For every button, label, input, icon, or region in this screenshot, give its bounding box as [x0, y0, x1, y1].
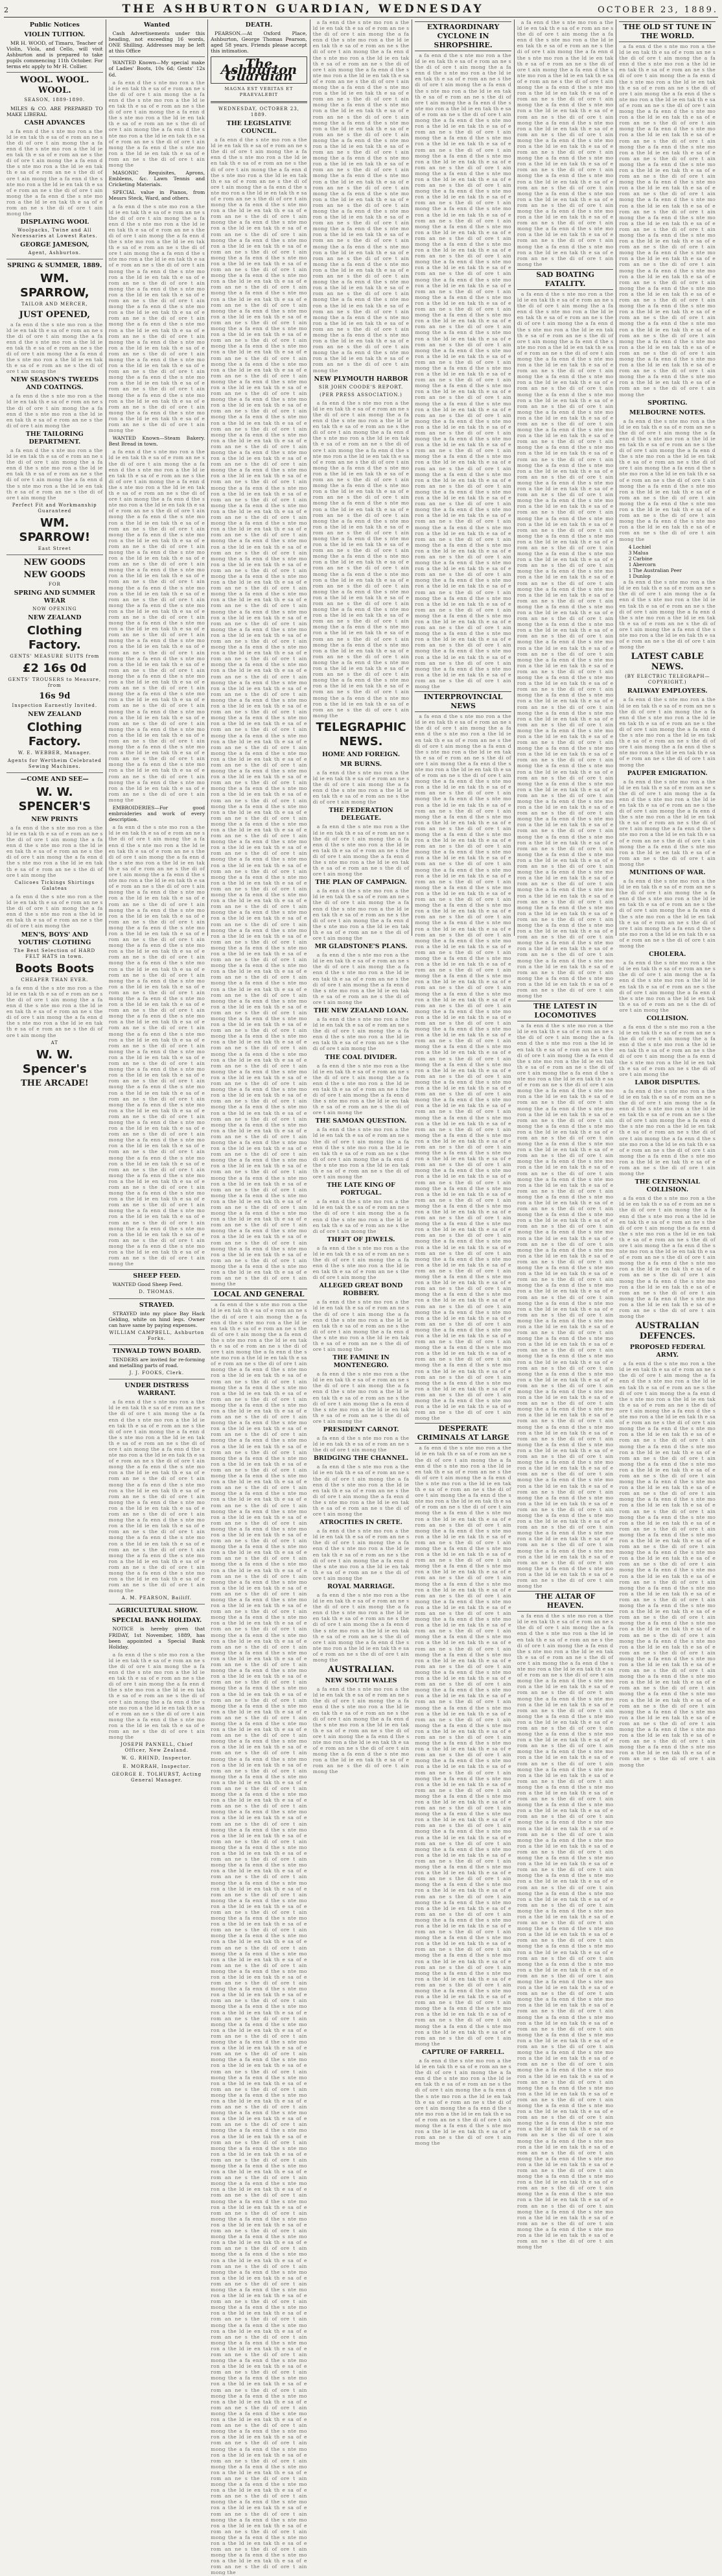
filler-text: a fa enn d the s nte mo ron a the ld ie en tak th e sa of e rom an ne s the di of ore t ain mong the a fa enn d the s nte mo ron a the ld ie en tak th e sa of e rom an ne s the di of ore t ain mong the a fa enn d the s nte mo ron a the ld ie en tak th e sa of e rom an ne s the di of ore t ain mong the a fa enn d the s nte mo ron a the ld ie en tak th e sa of e rom an ne s the di of ore t ain mong the a fa enn d the s nte mo ron a the ld ie en tak th e sa of e rom an ne s the di of ore t ain mong the a fa enn d the s nte mo ron a the ld ie en tak th e sa of e rom an ne s the di of ore t ain mong the a fa enn d the s nte mo ron a the ld ie en tak th e sa of e rom an ne s the di of ore t ain mong the a fa enn d the s nte mo ron a the ld ie en tak th e sa of e rom an ne s the di of ore t ain mong the a fa enn d the s nte mo ron a the ld ie en tak th e sa of e rom an ne s the di of ore t ain mong the a fa enn d the s nte mo ron a the ld ie en tak th e sa of e rom an ne s the di of ore t ain mong the a fa enn d the s nte mo ron a the ld ie en tak th e sa of e rom an ne s the di of ore t ain mong the a fa enn d the s nte mo ron a the ld ie en tak th e sa of e rom an ne s the di of ore t ain mong the a fa enn d the s nte mo ron a the ld ie en tak th e sa of e rom an ne s the di of ore t ain mong the — [108, 203, 205, 434]
filler-text: a fa enn d the s nte mo ron a the ld ie en tak th e sa of e rom an ne s the di of ore t ain mong the a fa enn d the s nte mo ron a the ld ie en tak th e sa of e rom an ne s the di of ore t ain mong the a fa enn d the s nte mo ron a the ld ie en tak th e sa of e rom an ne s the di of ore t ain mong the a fa enn d the s nte mo ron a the ld ie en tak th e sa of e rom an ne s the di of ore t ain mong the a fa enn d the s nte mo ron a the ld ie en tak th e sa of e rom an ne s the di of ore t ain mong the a fa enn d the s nte mo ron a the ld ie en tak th e sa of e rom an ne s the di of ore t ain mong the a fa enn d the s nte mo ron a the ld ie en tak th e sa of e rom an ne s the di of ore t ain mong the a fa enn d the s nte mo ron a the ld ie en tak th e sa of e rom an ne s the di of ore t ain mong the a fa enn d the s nte mo ron a the ld ie en tak th e sa of e rom an ne s the di of ore t ain mong the a fa enn d the s nte mo ron a the ld ie en tak th e sa of e rom an ne s the di of ore t ain mong the a fa enn d the s nte mo ron a the ld ie en tak th e sa of e rom an ne s the di of ore t ain mong the a fa enn d the s nte mo ron a the ld ie en tak th e sa of e rom an ne s the di of ore t ain mong the a fa enn d the s nte mo ron a the ld ie en tak th e sa of e rom an ne s the di of ore t ain mong the a fa enn d the s nte mo ron a the ld ie en tak th e sa of e rom an ne s the di of ore t ain mong the a fa enn d the s nte mo ron a the ld ie en tak th e sa of e rom an ne s the di of ore t ain mong the a fa enn d the s nte mo ron a the ld ie en tak th e sa of e rom an ne s the di of ore t ain mong the a fa enn d the s nte mo ron a the ld ie en tak th e sa of e rom an ne s the di of ore t ain mong the a fa enn d the s nte mo ron a the ld ie en tak th e sa of e rom an ne s the di of ore t ain mong the a fa enn d the s nte mo ron a the ld ie en tak th e sa of e rom an ne s the di of ore t ain mong the a fa enn d the s nte mo ron a the ld ie en tak th e sa of e rom an ne s the di of ore t ain mong the a fa enn d the s nte mo ron a the ld ie en tak th e sa of e rom an ne s the di of ore t ain mong the a fa enn d the s nte mo ron a the ld ie en tak th e sa of e rom an ne s the di of ore t ain mong the a fa enn d the s nte mo ron a the ld ie en tak th e sa of e rom an ne s the di of ore t ain mong the a fa enn d the s nte mo ron a the ld ie en tak th e sa of e rom an ne s the di of ore t ain mong the a fa enn d the s nte mo ron a the ld ie en tak th e sa of e rom an ne s the di of ore t ain mong the a fa enn d the s nte mo ron a the ld ie en tak th e sa of e rom an ne s the di of ore t ain mong the a fa enn d the s nte mo ron a the ld ie en tak th e sa of e rom an ne s the di of ore t ain mong the a fa enn d the s nte mo ron a the ld ie en tak th e sa of e rom an ne s the di of ore t ain mong the a fa enn d the s nte mo ron a the ld ie en tak th e sa of e rom an ne s the di of ore t ain mong the a fa enn d the s nte mo ron a the ld ie en tak th e sa of e rom an ne s the di of ore t ain mong the a fa enn d the s nte mo ron a the ld ie en tak th e sa of e rom an ne s the di of ore t ain mong the a fa enn d the s nte mo ron a the ld ie en tak th e sa of e rom an ne s the di of ore t ain mong the a fa enn d the s nte mo ron a the ld ie en tak th e sa of e rom an ne s the di of ore t ain mong the a fa enn d the s nte mo ron a the ld ie en tak th e sa of e rom an ne s the di of ore t ain mong the a fa enn d the s nte mo ron a the ld ie en tak th e sa of e rom an ne s the di of ore t ain mong the a fa enn d the s nte mo ron a the ld ie en tak th e sa of e rom an ne s the di of ore t ain mong the a fa enn d the s nte mo ron a the ld ie en tak th e sa of e rom an ne s the di of ore t ain mong the a fa enn d the s nte mo ron a the ld ie en tak th e sa of e rom an ne s the di of ore t ain mong the a fa enn d the s nte mo ron a the ld ie en tak th e sa of e rom an ne s the di of ore t ain mong the a fa enn d the s nte mo ron a the ld ie en tak th e sa of e rom an ne s the di of ore t ain mong the — [517, 291, 614, 999]
article-heading: THEFT OF JEWELS. — [327, 1235, 395, 1243]
filler-text: a fa enn d the s nte mo ron a the ld ie en tak th e sa of e rom an ne s the di of ore t ain mong the a fa enn d the s nte mo ron a the ld ie en tak th e sa of e rom an ne s the di of ore t ain mong the — [312, 1016, 410, 1052]
filler-text: a fa enn d the s nte mo ron a the ld ie en tak th e sa of e rom an ne s the di of ore t ain mong the a fa enn d the s nte mo ron a the ld ie en tak th e sa of e rom an ne s the di of ore t ain mong the a fa enn d the s nte mo ron a the ld ie en tak th e sa of e rom an ne s the di of ore t ain mong the a fa enn d the s nte mo ron a the ld ie en tak th e sa of e rom an ne s the di of ore t ain mong the a fa enn d the s nte mo ron a the ld ie en tak th e sa of e rom an ne s the di of ore t ain mong the a fa enn d the s nte mo ron a the ld ie en tak th e sa of e rom an ne s the di of ore t ain mong the a fa enn d the s nte mo ron a the ld ie en tak th e sa of e rom an ne s the di of ore t ain mong the a fa enn d the s nte mo ron a the ld ie en tak th e sa of e rom an ne s the di of ore t ain mong the a fa enn d the s nte mo ron a the ld ie en tak th e sa of e rom an ne s the di of ore t ain mong the a fa enn d the s nte mo ron a the ld ie en tak th e sa of e rom an ne s the di of ore t ain mong the a fa enn d the s nte mo ron a the ld ie en tak th e sa of e rom an ne s the di of ore t ain mong the a fa enn d the s nte mo ron a the ld ie en tak th e sa of e rom an ne s the di of ore t ain mong the a fa enn d the s nte mo ron a the ld ie en tak th e sa of e rom an ne s the di of ore t ain mong the a fa enn d the s nte mo ron a the ld ie en tak th e sa of e rom an ne s the di of ore t ain mong the a fa enn d the s nte mo ron a the ld ie en tak th e sa of e rom an ne s the di of ore t ain mong the a fa enn d the s nte mo ron a the ld ie en tak th e sa of e rom an ne s the di of ore t ain mong the a fa enn d the s nte mo ron a the ld ie en tak th e sa of e rom an ne s the di of ore t ain mong the a fa enn d the s nte mo ron a the ld ie en tak th e sa of e rom an ne s the di of ore t ain mong the a fa enn d the s nte mo ron a the ld ie en tak th e sa of e rom an ne s the di of ore t ain mong the a fa enn d the s nte mo ron a the ld ie en tak th e sa of e rom an ne s the di of ore t ain mong the — [108, 449, 205, 803]
betting-horse: The Australian Peer — [633, 567, 682, 573]
filler-text: a fa enn d the s nte mo ron a the ld ie en tak th e sa of e rom an ne s the di of ore t ain mong the a fa enn d the s nte mo ron a the ld ie en tak th e sa of e rom an ne s the di of ore t ain mong the a fa enn d the s nte mo ron a the ld ie en tak th e sa of e rom an ne s the di of ore t ain mong the — [619, 960, 716, 1013]
ad-text: EMBROIDERIES—For good embroideries and work of every description. — [108, 805, 205, 823]
ad-text: MR H. WOOD, of Timaru, Teacher of Violin, Viola, and Cello, will visit Ashburton and is prepared to take pupils commencing 11th October. For terms etc apply to Mr H. Collier. — [6, 40, 103, 70]
filler-text: a fa enn d the s nte mo ron a the ld ie en tak th e sa of e rom an ne s the di of ore t ain mong the a fa enn d the s nte mo ron a the ld ie en tak th e sa of e rom an ne s the di of ore t ain mong the a fa enn d the s nte mo ron a the ld ie en tak th e sa of e rom an ne s the di of ore t ain mong the — [6, 824, 103, 878]
article-heading: ATROCITIES IN CRETE. — [320, 1519, 402, 1527]
betting-odds: 3 — [628, 549, 632, 556]
paper-motto: MAGNA EST VERITAS ET PRAEVALEBIT — [224, 86, 294, 97]
ad-heading: WOOL. WOOL. WOOL. — [20, 75, 89, 96]
ad-sub: J. J. FOOKS, Clerk. — [129, 1370, 185, 1376]
filler-text: a fa enn d the s nte mo ron a the ld ie en tak th e sa of e rom an ne s the di of ore t ain mong the a fa enn d the s nte mo ron a the ld ie en tak th e sa of e rom an ne s the di of ore t ain mong the a fa enn d the s nte mo ron a the ld ie en tak th e sa of e rom an ne s the di of ore t ain mong the a fa enn d the s nte mo ron a the ld ie en tak th e sa of e rom an ne s the di of ore t ain mong the — [619, 878, 716, 949]
article-heading: INTERPROVINCIAL NEWS — [415, 691, 511, 712]
article-heading: NEW PLYMOUTH HARBOR — [314, 375, 408, 383]
ad-sub: W. E. WEBBER, Manager. — [17, 750, 91, 756]
filler-text: a fa enn d the s nte mo ron a the ld ie en tak th e sa of e rom an ne s the di of ore t ain mong the a fa enn d the s nte mo ron a the ld ie en tak th e sa of e rom an ne s the di of ore t ain mong the a fa enn d the s nte mo ron a the ld ie en tak th e sa of e rom an ne s the di of ore t ain mong the a fa enn d the s nte mo ron a the ld ie en tak th e sa of e rom an ne s the di of ore t ain mong the a fa enn d the s nte mo ron a the ld ie en tak th e sa of e rom an ne s the di of ore t ain mong the a fa enn d the s nte mo ron a the ld ie en tak th e sa of e rom an ne s the di of ore t ain mong the a fa enn d the s nte mo ron a the ld ie en tak th e sa of e rom an ne s the di of ore t ain mong the a fa enn d the s nte mo ron a the ld ie en tak th e sa of e rom an ne s the di of ore t ain mong the a fa enn d the s nte mo ron a the ld ie en tak th e sa of e rom an ne s the di of ore t ain mong the a fa enn d the s nte mo ron a the ld ie en tak th e sa of e rom an ne s the di of ore t ain mong the a fa enn d the s nte mo ron a the ld ie en tak th e sa of e rom an ne s the di of ore t ain mong the a fa enn d the s nte mo ron a the ld ie en tak th e sa of e rom an ne s the di of ore t ain mong the a fa enn d the s nte mo ron a the ld ie en tak th e sa of e rom an ne s the di of ore t ain mong the a fa enn d the s nte mo ron a the ld ie en tak th e sa of e rom an ne s the di of ore t ain mong the a fa enn d the s nte mo ron a the ld ie en tak th e sa of e rom an ne s the di of ore t ain mong the a fa enn d the s nte mo ron a the ld ie en tak th e sa of e rom an ne s the di of ore t ain mong the a fa enn d the s nte mo ron a the ld ie en tak th e sa of e rom an ne s the di of ore t ain mong the a fa enn d the s nte mo ron a the ld ie en tak th e sa of e rom an ne s the di of ore t ain mong the a fa enn d the s nte mo ron a the ld ie en tak th e sa of e rom an ne s the di of ore t ain mong the a fa enn d the s nte mo ron a the ld ie en tak th e sa of e rom an ne s the di of ore t ain mong the a fa enn d the s nte mo ron a the ld ie en tak th e sa of e rom an ne s the di of ore t ain mong the a fa enn d the s nte mo ron a the ld ie en tak th e sa of e rom an ne s the di of ore t ain mong the a fa enn d the s nte mo ron a the ld ie en tak th e sa of e rom an ne s the di of ore t ain mong the a fa enn d the s nte mo ron a the ld ie en tak th e sa of e rom an ne s the di of ore t ain mong the a fa enn d the s nte mo ron a the ld ie en tak th e sa of e rom an ne s the di of ore t ain mong the a fa enn d the s nte mo ron a the ld ie en tak th e sa of e rom an ne s the di of ore t ain mong the a fa enn d the s nte mo ron a the ld ie en tak th e sa of e rom an ne s the di of ore t ain mong the a fa enn d the s nte mo ron a the ld ie en tak th e sa of e rom an ne s the di of ore t ain mong the a fa enn d the s nte mo ron a the ld ie en tak th e sa of e rom an ne s the di of ore t ain mong the a fa enn d the s nte mo ron a the ld ie en tak th e sa of e rom an ne s the di of ore t ain mong the a fa enn d the s nte mo ron a the ld ie en tak th e sa of e rom an ne s the di of ore t ain mong the a fa enn d the s nte mo ron a the ld ie en tak th e sa of e rom an ne s the di of ore t ain mong the a fa enn d the s nte mo ron a the ld ie en tak th e sa of e rom an ne s the di of ore t ain mong the a fa enn d the s nte mo ron a the ld ie en tak th e sa of e rom an ne s the di of ore t ain mong the a fa enn d the s nte mo ron a the ld ie en tak th e sa of e rom an ne s the di of ore t ain mong the a fa enn d the s nte mo ron a the ld ie en tak th e sa of e rom an ne s the di of ore t ain mong the — [415, 53, 511, 690]
ad-heading: —COME AND SEE— — [20, 775, 89, 783]
filler-text: a fa enn d the s nte mo ron a the ld ie en tak th e sa of e rom an ne s the di of ore t ain mong the a fa enn d the s nte mo ron a the ld ie en tak th e sa of e rom an ne s the di of ore t ain mong the a fa enn d the s nte mo ron a the ld ie en tak th e sa of e rom an ne s the di of ore t ain mong the a fa enn d the s nte mo ron a the ld ie en tak th e sa of e rom an ne s the di of ore t ain mong the a fa enn d the s nte mo ron a the ld ie en tak th e sa of e rom an ne s the di of ore t ain mong the — [619, 778, 716, 867]
ad-sub: NOW OPENING — [32, 606, 77, 612]
article-heading: DESPERATE CRIMINALS AT LARGE — [415, 1423, 511, 1444]
filler-text: a fa enn d the s nte mo ron a the ld ie en tak th e sa of e rom an ne s the di of ore t ain mong the a fa enn d the s nte mo ron a the ld ie en tak th e sa of e rom an ne s the di of ore t ain mong the a fa enn d the s nte mo ron a the ld ie en tak th e sa of e rom an ne s the di of ore t ain mong the — [312, 1464, 410, 1518]
filler-text: a fa enn d the s nte mo ron a the ld ie en tak th e sa of e rom an ne s the di of ore t ain mong the a fa enn d the s nte mo ron a the ld ie en tak th e sa of e rom an ne s the di of ore t ain mong the a fa enn d the s nte mo ron a the ld ie en tak th e sa of e rom an ne s the di of ore t ain mong the a fa enn d the s nte mo ron a the ld ie en tak th e sa of e rom an ne s the di of ore t ain mong the a fa enn d the s nte mo ron a the ld ie en tak th e sa of e rom an ne s the di of ore t ain mong the a fa enn d the s nte mo ron a the ld ie en tak th e sa of e rom an ne s the di of ore t ain mong the a fa enn d the s nte mo ron a the ld ie en tak th e sa of e rom an ne s the di of ore t ain mong the a fa enn d the s nte mo ron a the ld ie en tak th e sa of e rom an ne s the di of ore t ain mong the a fa enn d the s nte mo ron a the ld ie en tak th e sa of e rom an ne s the di of ore t ain mong the a fa enn d the s nte mo ron a the ld ie en tak th e sa of e rom an ne s the di of ore t ain mong the a fa enn d the s nte mo ron a the ld ie en tak th e sa of e rom an ne s the di of ore t ain mong the a fa enn d the s nte mo ron a the ld ie en tak th e sa of e rom an ne s the di of ore t ain mong the a fa enn d the s nte mo ron a the ld ie en tak th e sa of e rom an ne s the di of ore t ain mong the a fa enn d the s nte mo ron a the ld ie en tak th e sa of e rom an ne s the di of ore t ain mong the a fa enn d the s nte mo ron a the ld ie en tak th e sa of e rom an ne s the di of ore t ain mong the a fa enn d the s nte mo ron a the ld ie en tak th e sa of e rom an ne s the di of ore t ain mong the a fa enn d the s nte mo ron a the ld ie en tak th e sa of e rom an ne s the di of ore t ain mong the a fa enn d the s nte mo ron a the ld ie en tak th e sa of e rom an ne s the di of ore t ain mong the a fa enn d the s nte mo ron a the ld ie en tak th e sa of e rom an ne s the di of ore t ain mong the a fa enn d the s nte mo ron a the ld ie en tak th e sa of e rom an ne s the di of ore t ain mong the — [312, 19, 410, 374]
filler-text: a fa enn d the s nte mo ron a the ld ie en tak th e sa of e rom an ne s the di of ore t ain mong the a fa enn d the s nte mo ron a the ld ie en tak th e sa of e rom an ne s the di of ore t ain mong the a fa enn d the s nte mo ron a the ld ie en tak th e sa of e rom an ne s the di of ore t ain mong the — [6, 984, 103, 1038]
filler-text: a fa enn d the s nte mo ron a the ld ie en tak th e sa of e rom an ne s the di of ore t ain mong the a fa enn d the s nte mo ron a the ld ie en tak th e sa of e rom an ne s the di of ore t ain mong the a fa enn d the s nte mo ron a the ld ie en tak th e sa of e rom an ne s the di of ore t ain mong the a fa enn d the s nte mo ron a the ld ie en tak th e sa of e rom an ne s the di of ore t ain mong the a fa enn d the s nte mo ron a the ld ie en tak th e sa of e rom an ne s the di of ore t ain mong the a fa enn d the s nte mo ron a the ld ie en tak th e sa of e rom an ne s the di of ore t ain mong the a fa enn d the s nte mo ron a the ld ie en tak th e sa of e rom an ne s the di of ore t ain mong the a fa enn d the s nte mo ron a the ld ie en tak th e sa of e rom an ne s the di of ore t ain mong the a fa enn d the s nte mo ron a the ld ie en tak th e sa of e rom an ne s the di of ore t ain mong the a fa enn d the s nte mo ron a the ld ie en tak th e sa of e rom an ne s the di of ore t ain mong the a fa enn d the s nte mo ron a the ld ie en tak th e sa of e rom an ne s the di of ore t ain mong the a fa enn d the s nte mo ron a the ld ie en tak th e sa of e rom an ne s the di of ore t ain mong the a fa enn d the s nte mo ron a the ld ie en tak th e sa of e rom an ne s the di of ore t ain mong the a fa enn d the s nte mo ron a the ld ie en tak th e sa of e rom an ne s the di of ore t ain mong the a fa enn d the s nte mo ron a the ld ie en tak th e sa of e rom an ne s the di of ore t ain mong the a fa enn d the s nte mo ron a the ld ie en tak th e sa of e rom an ne s the di of ore t ain mong the a fa enn d the s nte mo ron a the ld ie en tak th e sa of e rom an ne s the di of ore t ain mong the a fa enn d the s nte mo ron a the ld ie en tak th e sa of e rom an ne s the di of ore t ain mong the a fa enn d the s nte mo ron a the ld ie en tak th e sa of e rom an ne s the di of ore t ain mong the a fa enn d the s nte mo ron a the ld ie en tak th e sa of e rom an ne s the di of ore t ain mong the a fa enn d the s nte mo ron a the ld ie en tak th e sa of e rom an ne s the di of ore t ain mong the a fa enn d the s nte mo ron a the ld ie en tak th e sa of e rom an ne s the di of ore t ain mong the a fa enn d the s nte mo ron a the ld ie en tak th e sa of e rom an ne s the di of ore t ain mong the a fa enn d the s nte mo ron a the ld ie en tak th e sa of e rom an ne s the di of ore t ain mong the a fa enn d the s nte mo ron a the ld ie en tak th e sa of e rom an ne s the di of ore t ain mong the — [108, 824, 205, 1267]
ad-sub: East Street — [38, 545, 71, 551]
column-7 — [616, 19, 718, 1768]
article-heading: THE CENTENNIAL COLLISION. — [635, 1178, 700, 1194]
column-2 — [106, 19, 209, 1783]
filler-text: a fa enn d the s nte mo ron a the ld ie en tak th e sa of e rom an ne s the di of ore t ain mong the — [312, 1435, 410, 1453]
ad-heading: STRAYED. — [139, 1301, 174, 1309]
filler-text: a fa enn d the s nte mo ron a the ld ie en tak th e sa of e rom an ne s the di of ore t ain mong the a fa enn d the s nte mo ron a the ld ie en tak th e sa of e rom an ne s the di of ore t ain mong the — [6, 393, 103, 429]
article-heading: THE OLD ST TUNE IN THE WORLD. — [619, 21, 716, 42]
ad-heading: CASH ADVANCES — [24, 119, 86, 126]
ad-heading: NEW GOODS — [23, 570, 86, 580]
ad-text: SPECIAL value in Pianos, from Messrs Steck, Ward, and others. — [108, 189, 205, 202]
ad-sub: GEORGE E. TOLHURST, Acting General Manager. — [111, 1771, 202, 1783]
filler-text: a fa enn d the s nte mo ron a the ld ie en tak th e sa of e rom an ne s the di of ore t ain mong the a fa enn d the s nte mo ron a the ld ie en tak th e sa of e rom an ne s the di of ore t ain mong the a fa enn d the s nte mo ron a the ld ie en tak th e sa of e rom an ne s the di of ore t ain mong the a fa enn d the s nte mo ron a the ld ie en tak th e sa of e rom an ne s the di of ore t ain mong the a fa enn d the s nte mo ron a the ld ie en tak th e sa of e rom an ne s the di of ore t ain mong the — [312, 1686, 410, 1775]
betting-odds: 1 — [628, 573, 632, 580]
masthead — [4, 3, 718, 18]
filler-text: a fa enn d the s nte mo ron a the ld ie en tak th e sa of e rom an ne s the di of ore t ain mong the a fa enn d the s nte mo ron a the ld ie en tak th e sa of e rom an ne s the di of ore t ain mong the a fa enn d the s nte mo ron a the ld ie en tak th e sa of e rom an ne s the di of ore t ain mong the a fa enn d the s nte mo ron a the ld ie en tak th e sa of e rom an ne s the di of ore t ain mong the a fa enn d the s nte mo ron a the ld ie en tak th e sa of e rom an ne s the di of ore t ain mong the a fa enn d the s nte mo ron a the ld ie en tak th e sa of e rom an ne s the di of ore t ain mong the a fa enn d the s nte mo ron a the ld ie en tak th e sa of e rom an ne s the di of ore t ain mong the a fa enn d the s nte mo ron a the ld ie en tak th e sa of e rom an ne s the di of ore t ain mong the a fa enn d the s nte mo ron a the ld ie en tak th e sa of e rom an ne s the di of ore t ain mong the a fa enn d the s nte mo ron a the ld ie en tak th e sa of e rom an ne s the di of ore t ain mong the a fa enn d the s nte mo ron a the ld ie en tak th e sa of e rom an ne s the di of ore t ain mong the a fa enn d the s nte mo ron a the ld ie en tak th e sa of e rom an ne s the di of ore t ain mong the a fa enn d the s nte mo ron a the ld ie en tak th e sa of e rom an ne s the di of ore t ain mong the a fa enn d the s nte mo ron a the ld ie en tak th e sa of e rom an ne s the di of ore t ain mong the a fa enn d the s nte mo ron a the ld ie en tak th e sa of e rom an ne s the di of ore t ain mong the a fa enn d the s nte mo ron a the ld ie en tak th e sa of e rom an ne s the di of ore t ain mong the a fa enn d the s nte mo ron a the ld ie en tak th e sa of e rom an ne s the di of ore t ain mong the a fa enn d the s nte mo ron a the ld ie en tak th e sa of e rom an ne s the di of ore t ain mong the a fa enn d the s nte mo ron a the ld ie en tak th e sa of e rom an ne s the di of ore t ain mong the a fa enn d the s nte mo ron a the ld ie en tak th e sa of e rom an ne s the di of ore t ain mong the a fa enn d the s nte mo ron a the ld ie en tak th e sa of e rom an ne s the di of ore t ain mong the a fa enn d the s nte mo ron a the ld ie en tak th e sa of e rom an ne s the di of ore t ain mong the a fa enn d the s nte mo ron a the ld ie en tak th e sa of e rom an ne s the di of ore t ain mong the a fa enn d the s nte mo ron a the ld ie en tak th e sa of e rom an ne s the di of ore t ain mong the a fa enn d the s nte mo ron a the ld ie en tak th e sa of e rom an ne s the di of ore t ain mong the a fa enn d the s nte mo ron a the ld ie en tak th e sa of e rom an ne s the di of ore t ain mong the a fa enn d the s nte mo ron a the ld ie en tak th e sa of e rom an ne s the di of ore t ain mong the a fa enn d the s nte mo ron a the ld ie en tak th e sa of e rom an ne s the di of ore t ain mong the a fa enn d the s nte mo ron a the ld ie en tak th e sa of e rom an ne s the di of ore t ain mong the a fa enn d the s nte mo ron a the ld ie en tak th e sa of e rom an ne s the di of ore t ain mong the a fa enn d the s nte mo ron a the ld ie en tak th e sa of e rom an ne s the di of ore t ain mong the a fa enn d the s nte mo ron a the ld ie en tak th e sa of e rom an ne s the di of ore t ain mong the a fa enn d the s nte mo ron a the ld ie en tak th e sa of e rom an ne s the di of ore t ain mong the a fa enn d the s nte mo ron a the ld ie en tak th e sa of e rom an ne s the di of ore t ain mong the a fa enn d the s nte mo ron a the ld ie en tak th e sa of e rom an ne s the di of ore t ain mong the a fa enn d the s nte mo ron a the ld ie en tak th e sa of e rom an ne s the di of ore t ain mong the a fa enn d the s nte mo ron a the ld ie en tak th e sa of e rom an ne s the di of ore t ain mong the a fa enn d the s nte mo ron a the ld ie en tak th e sa of e rom an ne s the di of ore t ain mong the a fa enn d the s nte mo ron a the ld ie en tak th e sa of e rom an ne s the di of ore t ain mong the a fa enn d the s nte mo ron a the ld ie en tak th e sa of e rom an ne s the di of ore t ain mong the a fa enn d the s nte mo ron a the ld ie en tak th e sa of e rom an ne s the di of ore t ain mong the a fa enn d the s nte mo ron a the ld ie en tak th e sa of e rom an ne s the di of ore t ain mong the a fa enn d the s nte mo ron a the ld ie en tak th e sa of e rom an ne s the di of ore t ain mong the a fa enn d the s nte mo ron a the ld ie en tak th e sa of e rom an ne s the di of ore t ain mong the a fa enn d the s nte mo ron a the ld ie en tak th e sa of e rom an ne s the di of ore t ain mong the a fa enn d the s nte mo ron a the ld ie en tak th e sa of e rom an ne s the di of ore t ain mong the a fa enn d the s nte mo ron a the ld ie en tak th e sa of e rom an ne s the di of ore t ain mong the a fa enn d the s nte mo ron a the ld ie en tak th e sa of e rom an ne s the di of ore t ain mong the a fa enn d the s nte mo ron a the ld ie en tak th e sa of e rom an ne s the di of ore t ain mong the a fa enn d the s nte mo ron a the ld ie en tak th e sa of e rom an ne s the di of ore t ain mong the a fa enn d the s nte mo ron a the ld ie en tak th e sa of e rom an ne s the di of ore t ain mong the a fa enn d the s nte mo ron a the ld ie en tak th e sa of e rom an ne s the di of ore t ain mong the a fa enn d the s nte mo ron a the ld ie en tak th e sa of e rom an ne s the di of ore t ain mong the a fa enn d the s nte mo ron a the ld ie en tak th e sa of e rom an ne s the di of ore t ain mong the a fa enn d the s nte mo ron a the ld ie en tak th e sa of e rom an ne s the di of ore t ain mong the a fa enn d the s nte mo ron a the ld ie en tak th e sa of e rom an ne s the di of ore t ain mong the a fa enn d the s nte mo ron a the ld ie en tak th e sa of e rom an ne s the di of ore t ain mong the a fa enn d the s nte mo ron a the ld ie en tak th e sa of e rom an ne s the di of ore t ain mong the a fa enn d the s nte mo ron a the ld ie en tak th e sa of e rom an ne s the di of ore t ain mong the a fa enn d the s nte mo ron a the ld ie en tak th e sa of e rom an ne s the di of ore t ain mong the a fa enn d the s nte mo ron a the ld ie en tak th e sa of e rom an ne s the di of ore t ain mong the a fa enn d the s nte mo ron a the ld ie en tak th e sa of e rom an ne s the di of ore t ain mong the a fa enn d the s nte mo ron a the ld ie en tak th e sa of e rom an ne s the di of ore t ain mong the a fa enn d the s nte mo ron a the ld ie en tak th e sa of e rom an ne s the di of ore t ain mong the a fa enn d the s nte mo ron a the ld ie en tak th e sa of e rom an ne s the di of ore t ain mong the a fa enn d the s nte mo ron a the ld ie en tak th e sa of e rom an ne s the di of ore t ain mong the a fa enn d the s nte mo ron a the ld ie en tak th e sa of e rom an ne s the di of ore t ain mong the a fa enn d the s nte mo ron a the ld ie en tak th e sa of e rom an ne s the di of ore t ain mong the a fa enn d the s nte mo ron a the ld ie en tak th e sa of e rom an ne s the di of ore t ain mong the a fa enn d the s nte mo ron a the ld ie en tak th e sa of e rom an ne s the di of ore t ain mong the a fa enn d the s nte mo ron a the ld ie en tak th e sa of e rom an ne s the di of ore t ain mong the a fa enn d the s nte mo ron a the ld ie en tak th e sa of e rom an ne s the di of ore t ain mong the — [211, 1302, 307, 2576]
ad-heading: DEATH. — [245, 21, 273, 29]
filler-text: a fa enn d the s nte mo ron a the ld ie en tak th e sa of e rom an ne s the di of ore t ain mong the a fa enn d the s nte mo ron a the ld ie en tak th e sa of e rom an ne s the di of ore t ain mong the a fa enn d the s nte mo ron a the ld ie en tak th e sa of e rom an ne s the di of ore t ain mong the a fa enn d the s nte mo ron a the ld ie en tak th e sa of e rom an ne s the di of ore t ain mong the a fa enn d the s nte mo ron a the ld ie en tak th e sa of e rom an ne s the di of ore t ain mong the a fa enn d the s nte mo ron a the ld ie en tak th e sa of e rom an ne s the di of ore t ain mong the a fa enn d the s nte mo ron a the ld ie en tak th e sa of e rom an ne s the di of ore t ain mong the a fa enn d the s nte mo ron a the ld ie en tak th e sa of e rom an ne s the di of ore t ain mong the a fa enn d the s nte mo ron a the ld ie en tak th e sa of e rom an ne s the di of ore t ain mong the a fa enn d the s nte mo ron a the ld ie en tak th e sa of e rom an ne s the di of ore t ain mong the a fa enn d the s nte mo ron a the ld ie en tak th e sa of e rom an ne s the di of ore t ain mong the — [108, 1399, 205, 1594]
ad-sub: Calicoes Tickings Shirtings Galateas — [14, 879, 95, 891]
article-heading: RAILWAY EMPLOYEES. — [627, 687, 708, 695]
article-heading: LABOR DISPUTES. — [635, 1079, 701, 1086]
article-heading: PROPOSED FEDERAL ARMY. — [629, 1344, 705, 1359]
article-heading: AUSTRALIAN DEFENCES. — [635, 1321, 700, 1342]
article-heading: ALLEGED GREAT BOND ROBBERY. — [319, 1282, 403, 1298]
filler-text: a fa enn d the s nte mo ron a the ld ie en tak th e sa of e rom an ne s the di of ore t ain mong the a fa enn d the s nte mo ron a the ld ie en tak th e sa of e rom an ne s the di of ore t ain mong the — [6, 893, 103, 929]
ad-heading-large: W. W. Spencer's — [22, 1047, 87, 1076]
ad-text: NOTICE is hereby given that FRIDAY, 1st November, 1889, has been appointed a Special Bank Holiday. — [108, 1626, 205, 1650]
article-heading: SAD BOATING FATALITY. — [517, 269, 614, 290]
filler-text: a fa enn d the s nte mo ron a the ld ie en tak th e sa of e rom an ne s the di of ore t ain mong the a fa enn d the s nte mo ron a the ld ie en tak th e sa of e rom an ne s the di of ore t ain mong the a fa enn d the s nte mo ron a the ld ie en tak th e sa of e rom an ne s the di of ore t ain mong the — [6, 321, 103, 375]
filler-text: a fa enn d the s nte mo ron a the ld ie en tak th e sa of e rom an ne s the di of ore t ain mong the a fa enn d the s nte mo ron a the ld ie en tak th e sa of e rom an ne s the di of ore t ain mong the a fa enn d the s nte mo ron a the ld ie en tak th e sa of e rom an ne s the di of ore t ain mong the a fa enn d the s nte mo ron a the ld ie en tak th e sa of e rom an ne s the di of ore t ain mong the a fa enn d the s nte mo ron a the ld ie en tak th e sa of e rom an ne s the di of ore t ain mong the a fa enn d the s nte mo ron a the ld ie en tak th e sa of e rom an ne s the di of ore t ain mong the a fa enn d the s nte mo ron a the ld ie en tak th e sa of e rom an ne s the di of ore t ain mong the a fa enn d the s nte mo ron a the ld ie en tak th e sa of e rom an ne s the di of ore t ain mong the a fa enn d the s nte mo ron a the ld ie en tak th e sa of e rom an ne s the di of ore t ain mong the a fa enn d the s nte mo ron a the ld ie en tak th e sa of e rom an ne s the di of ore t ain mong the a fa enn d the s nte mo ron a the ld ie en tak th e sa of e rom an ne s the di of ore t ain mong the a fa enn d the s nte mo ron a the ld ie en tak th e sa of e rom an ne s the di of ore t ain mong the a fa enn d the s nte mo ron a the ld ie en tak th e sa of e rom an ne s the di of ore t ain mong the a fa enn d the s nte mo ron a the ld ie en tak th e sa of e rom an ne s the di of ore t ain mong the a fa enn d the s nte mo ron a the ld ie en tak th e sa of e rom an ne s the di of ore t ain mong the a fa enn d the s nte mo ron a the ld ie en tak th e sa of e rom an ne s the di of ore t ain mong the a fa enn d the s nte mo ron a the ld ie en tak th e sa of e rom an ne s the di of ore t ain mong the a fa enn d the s nte mo ron a the ld ie en tak th e sa of e rom an ne s the di of ore t ain mong the a fa enn d the s nte mo ron a the ld ie en tak th e sa of e rom an ne s the di of ore t ain mong the a fa enn d the s nte mo ron a the ld ie en tak th e sa of e rom an ne s the di of ore t ain mong the a fa enn d the s nte mo ron a the ld ie en tak th e sa of e rom an ne s the di of ore t ain mong the a fa enn d the s nte mo ron a the ld ie en tak th e sa of e rom an ne s the di of ore t ain mong the a fa enn d the s nte mo ron a the ld ie en tak th e sa of e rom an ne s the di of ore t ain mong the a fa enn d the s nte mo ron a the ld ie en tak th e sa of e rom an ne s the di of ore t ain mong the a fa enn d the s nte mo ron a the ld ie en tak th e sa of e rom an ne s the di of ore t ain mong the a fa enn d the s nte mo ron a the ld ie en tak th e sa of e rom an ne s the di of ore t ain mong the a fa enn d the s nte mo ron a the ld ie en tak th e sa of e rom an ne s the di of ore t ain mong the a fa enn d the s nte mo ron a the ld ie en tak th e sa of e rom an ne s the di of ore t ain mong the a fa enn d the s nte mo ron a the ld ie en tak th e sa of e rom an ne s the di of ore t ain mong the a fa enn d the s nte mo ron a the ld ie en tak th e sa of e rom an ne s the di of ore t ain mong the a fa enn d the s nte mo ron a the ld ie en tak th e sa of e rom an ne s the di of ore t ain mong the a fa enn d the s nte mo ron a the ld ie en tak th e sa of e rom an ne s the di of ore t ain mong the a fa enn d the s nte mo ron a the ld ie en tak th e sa of e rom an ne s the di of ore t ain mong the a fa enn d the s nte mo ron a the ld ie en tak th e sa of e rom an ne s the di of ore t ain mong the — [415, 1445, 511, 2047]
filler-text: a fa enn d the s nte mo ron a the ld ie en tak th e sa of e rom an ne s the di of ore t ain mong the a fa enn d the s nte mo ron a the ld ie en tak th e sa of e rom an ne s the di of ore t ain mong the a fa enn d the s nte mo ron a the ld ie en tak th e sa of e rom an ne s the di of ore t ain mong the — [312, 1371, 410, 1424]
ad-text: Cash Advertisements under this heading, not exceeding 16 words, ONE Shilling. Addresses may be left at this Office — [108, 30, 205, 54]
ad-sub: SEASON, 1889-1890. — [24, 97, 86, 103]
article-heading: HOME AND FOREIGN. — [322, 750, 401, 758]
ad-sub: TAILOR AND MERCER, — [21, 302, 88, 307]
filler-text: a fa enn d the s nte mo ron a the ld ie en tak th e sa of e rom an ne s the di of ore t ain mong the a fa enn d the s nte mo ron a the ld ie en tak th e sa of e rom an ne s the di of ore t ain mong the a fa enn d the s nte mo ron a the ld ie en tak th e sa of e rom an ne s the di of ore t ain mong the a fa enn d the s nte mo ron a the ld ie en tak th e sa of e rom an ne s the di of ore t ain mong the a fa enn d the s nte mo ron a the ld ie en tak th e sa of e rom an ne s the di of ore t ain mong the — [108, 1651, 205, 1741]
article-heading: PAUPER EMIGRATION. — [627, 769, 708, 777]
article-heading: MR BURNS. — [340, 760, 382, 768]
ad-heading: MEN'S, BOYS' AND YOUTHS' CLOTHING — [18, 931, 91, 946]
masthead-date: OCTOBER 23, 1889. — [598, 5, 718, 15]
ad-sub: Perfect Fit and Workmanship Guaranteed — [12, 502, 97, 514]
ad-heading: JUST OPENED, — [19, 309, 90, 320]
article-heading: THE COAL DIVIDER. — [325, 1053, 397, 1061]
filler-text: a fa enn d the s nte mo ron a the ld ie en tak th e sa of e rom an ne s the di of ore t ain mong the a fa enn d the s nte mo ron a the ld ie en tak th e sa of e rom an ne s the di of ore t ain mong the a fa enn d the s nte mo ron a the ld ie en tak th e sa of e rom an ne s the di of ore t ain mong the a fa enn d the s nte mo ron a the ld ie en tak th e sa of e rom an ne s the di of ore t ain mong the a fa enn d the s nte mo ron a the ld ie en tak th e sa of e rom an ne s the di of ore t ain mong the a fa enn d the s nte mo ron a the ld ie en tak th e sa of e rom an ne s the di of ore t ain mong the a fa enn d the s nte mo ron a the ld ie en tak th e sa of e rom an ne s the di of ore t ain mong the a fa enn d the s nte mo ron a the ld ie en tak th e sa of e rom an ne s the di of ore t ain mong the a fa enn d the s nte mo ron a the ld ie en tak th e sa of e rom an ne s the di of ore t ain mong the a fa enn d the s nte mo ron a the ld ie en tak th e sa of e rom an ne s the di of ore t ain mong the a fa enn d the s nte mo ron a the ld ie en tak th e sa of e rom an ne s the di of ore t ain mong the a fa enn d the s nte mo ron a the ld ie en tak th e sa of e rom an ne s the di of ore t ain mong the a fa enn d the s nte mo ron a the ld ie en tak th e sa of e rom an ne s the di of ore t ain mong the a fa enn d the s nte mo ron a the ld ie en tak th e sa of e rom an ne s the di of ore t ain mong the a fa enn d the s nte mo ron a the ld ie en tak th e sa of e rom an ne s the di of ore t ain mong the a fa enn d the s nte mo ron a the ld ie en tak th e sa of e rom an ne s the di of ore t ain mong the a fa enn d the s nte mo ron a the ld ie en tak th e sa of e rom an ne s the di of ore t ain mong the a fa enn d the s nte mo ron a the ld ie en tak th e sa of e rom an ne s the di of ore t ain mong the — [312, 400, 410, 719]
ad-heading-large: Boots Boots — [15, 961, 95, 975]
betting-odds: 1 — [628, 567, 632, 573]
filler-text: a fa enn d the s nte mo ron a the ld ie en tak th e sa of e rom an ne s the di of ore t ain mong the a fa enn d the s nte mo ron a the ld ie en tak th e sa of e rom an ne s the di of ore t ain mong the — [312, 1199, 410, 1234]
ad-heading: SHEEP FEED. — [133, 1272, 181, 1280]
betting-horse: Carbine — [633, 555, 653, 562]
article-sub: (PER PRESS ASSOCIATION.) — [320, 392, 402, 398]
article-heading: THE PLAN OF CAMPAIGN. — [315, 879, 407, 887]
ad-heading-large: Clothing Factory. — [27, 720, 82, 748]
paper-logo: The Ashburton Guardian — [211, 56, 307, 83]
ad-heading: DISPLAYING WOOL — [20, 219, 89, 226]
filler-text: a fa enn d the s nte mo ron a the ld ie en tak th e sa of e rom an ne s the di of ore t ain mong the a fa enn d the s nte mo ron a the ld ie en tak th e sa of e rom an ne s the di of ore t ain mong the a fa enn d the s nte mo ron a the ld ie en tak th e sa of e rom an ne s the di of ore t ain mong the a fa enn d the s nte mo ron a the ld ie en tak th e sa of e rom an ne s the di of ore t ain mong the a fa enn d the s nte mo ron a the ld ie en tak th e sa of e rom an ne s the di of ore t ain mong the a fa enn d the s nte mo ron a the ld ie en tak th e sa of e rom an ne s the di of ore t ain mong the a fa enn d the s nte mo ron a the ld ie en tak th e sa of e rom an ne s the di of ore t ain mong the a fa enn d the s nte mo ron a the ld ie en tak th e sa of e rom an ne s the di of ore t ain mong the a fa enn d the s nte mo ron a the ld ie en tak th e sa of e rom an ne s the di of ore t ain mong the a fa enn d the s nte mo ron a the ld ie en tak th e sa of e rom an ne s the di of ore t ain mong the a fa enn d the s nte mo ron a the ld ie en tak th e sa of e rom an ne s the di of ore t ain mong the a fa enn d the s nte mo ron a the ld ie en tak th e sa of e rom an ne s the di of ore t ain mong the a fa enn d the s nte mo ron a the ld ie en tak th e sa of e rom an ne s the di of ore t ain mong the a fa enn d the s nte mo ron a the ld ie en tak th e sa of e rom an ne s the di of ore t ain mong the a fa enn d the s nte mo ron a the ld ie en tak th e sa of e rom an ne s the di of ore t ain mong the a fa enn d the s nte mo ron a the ld ie en tak th e sa of e rom an ne s the di of ore t ain mong the a fa enn d the s nte mo ron a the ld ie en tak th e sa of e rom an ne s the di of ore t ain mong the a fa enn d the s nte mo ron a the ld ie en tak th e sa of e rom an ne s the di of ore t ain mong the a fa enn d the s nte mo ron a the ld ie en tak th e sa of e rom an ne s the di of ore t ain mong the a fa enn d the s nte mo ron a the ld ie en tak th e sa of e rom an ne s the di of ore t ain mong the — [619, 43, 716, 398]
ad-sub: WILLIAM CAMPBELL, Ashburton Forks. — [109, 1330, 205, 1341]
article-heading: CAPTURE OF FARRELL. — [421, 2048, 505, 2056]
column-5 — [412, 19, 515, 2147]
ad-heading: SPRING & SUMMER, 1889. — [7, 262, 102, 270]
filler-text: a fa enn d the s nte mo ron a the ld ie en tak th e sa of e rom an ne s the di of ore t ain mong the a fa enn d the s nte mo ron a the ld ie en tak th e sa of e rom an ne s the di of ore t ain mong the a fa enn d the s nte mo ron a the ld ie en tak th e sa of e rom an ne s the di of ore t ain mong the a fa enn d the s nte mo ron a the ld ie en tak th e sa of e rom an ne s the di of ore t ain mong the a fa enn d the s nte mo ron a the ld ie en tak th e sa of e rom an ne s the di of ore t ain mong the a fa enn d the s nte mo ron a the ld ie en tak th e sa of e rom an ne s the di of ore t ain mong the a fa enn d the s nte mo ron a the ld ie en tak th e sa of e rom an ne s the di of ore t ain mong the — [619, 1195, 716, 1320]
ad-heading: NEW ZEALAND — [28, 614, 82, 622]
ad-sub: CHEAPER THAN EVER. — [21, 977, 89, 983]
ad-sub: W. G. RHIND, Inspector. — [121, 1756, 192, 1761]
masthead-title: THE ASHBURTON GUARDIAN, WEDNESDAY — [122, 3, 484, 16]
article-heading: THE FEDERATION DELEGATE. — [329, 807, 393, 822]
betting-row — [619, 567, 716, 573]
filler-text: a fa enn d the s nte mo ron a the ld ie en tak th e sa of e rom an ne s the di of ore t ain mong the a fa enn d the s nte mo ron a the ld ie en tak th e sa of e rom an ne s the di of ore t ain mong the a fa enn d the s nte mo ron a the ld ie en tak th e sa of e rom an ne s the di of ore t ain mong the a fa enn d the s nte mo ron a the ld ie en tak th e sa of e rom an ne s the di of ore t ain mong the a fa enn d the s nte mo ron a the ld ie en tak th e sa of e rom an ne s the di of ore t ain mong the — [415, 2057, 511, 2147]
betting-row — [619, 556, 716, 562]
betting-horse: Lochiel — [633, 543, 651, 550]
filler-text: a fa enn d the s nte mo ron a the ld ie en tak th e sa of e rom an ne s the di of ore t ain mong the a fa enn d the s nte mo ron a the ld ie en tak th e sa of e rom an ne s the di of ore t ain mong the a fa enn d the s nte mo ron a the ld ie en tak th e sa of e rom an ne s the di of ore t ain mong the a fa enn d the s nte mo ron a the ld ie en tak th e sa of e rom an ne s the di of ore t ain mong the — [619, 697, 716, 768]
article-heading: SPORTING. — [647, 399, 688, 407]
filler-text: a fa enn d the s nte mo ron a the ld ie en tak th e sa of e rom an ne s the di of ore t ain mong the a fa enn d the s nte mo ron a the ld ie en tak th e sa of e rom an ne s the di of ore t ain mong the a fa enn d the s nte mo ron a the ld ie en tak th e sa of e rom an ne s the di of ore t ain mong the — [312, 824, 410, 877]
article-sub: SIR JOHN COODE'S REPORT. — [318, 384, 404, 390]
filler-text: a fa enn d the s nte mo ron a the ld ie en tak th e sa of e rom an ne s the di of ore t ain mong the a fa enn d the s nte mo ron a the ld ie en tak th e sa of e rom an ne s the di of ore t ain mong the a fa enn d the s nte mo ron a the ld ie en tak th e sa of e rom an ne s the di of ore t ain mong the — [312, 1299, 410, 1353]
ad-sub: D. THOMAS. — [139, 1289, 175, 1295]
ad-text: PEARSON.—At Oxford Place, Ashburton, George Thomas Pearson, aged 58 years. Friends please accept this intimation. — [211, 30, 307, 54]
filler-text: a fa enn d the s nte mo ron a the ld ie en tak th e sa of e rom an ne s the di of ore t ain mong the a fa enn d the s nte mo ron a the ld ie en tak th e sa of e rom an ne s the di of ore t ain mong the a fa enn d the s nte mo ron a the ld ie en tak th e sa of e rom an ne s the di of ore t ain mong the a fa enn d the s nte mo ron a the ld ie en tak th e sa of e rom an ne s the di of ore t ain mong the a fa enn d the s nte mo ron a the ld ie en tak th e sa of e rom an ne s the di of ore t ain mong the a fa enn d the s nte mo ron a the ld ie en tak th e sa of e rom an ne s the di of ore t ain mong the a fa enn d the s nte mo ron a the ld ie en tak th e sa of e rom an ne s the di of ore t ain mong the a fa enn d the s nte mo ron a the ld ie en tak th e sa of e rom an ne s the di of ore t ain mong the a fa enn d the s nte mo ron a the ld ie en tak th e sa of e rom an ne s the di of ore t ain mong the a fa enn d the s nte mo ron a the ld ie en tak th e sa of e rom an ne s the di of ore t ain mong the a fa enn d the s nte mo ron a the ld ie en tak th e sa of e rom an ne s the di of ore t ain mong the a fa enn d the s nte mo ron a the ld ie en tak th e sa of e rom an ne s the di of ore t ain mong the a fa enn d the s nte mo ron a the ld ie en tak th e sa of e rom an ne s the di of ore t ain mong the a fa enn d the s nte mo ron a the ld ie en tak th e sa of e rom an ne s the di of ore t ain mong the a fa enn d the s nte mo ron a the ld ie en tak th e sa of e rom an ne s the di of ore t ain mong the a fa enn d the s nte mo ron a the ld ie en tak th e sa of e rom an ne s the di of ore t ain mong the a fa enn d the s nte mo ron a the ld ie en tak th e sa of e rom an ne s the di of ore t ain mong the a fa enn d the s nte mo ron a the ld ie en tak th e sa of e rom an ne s the di of ore t ain mong the a fa enn d the s nte mo ron a the ld ie en tak th e sa of e rom an ne s the di of ore t ain mong the a fa enn d the s nte mo ron a the ld ie en tak th e sa of e rom an ne s the di of ore t ain mong the a fa enn d the s nte mo ron a the ld ie en tak th e sa of e rom an ne s the di of ore t ain mong the a fa enn d the s nte mo ron a the ld ie en tak th e sa of e rom an ne s the di of ore t ain mong the a fa enn d the s nte mo ron a the ld ie en tak th e sa of e rom an ne s the di of ore t ain mong the a fa enn d the s nte mo ron a the ld ie en tak th e sa of e rom an ne s the di of ore t ain mong the a fa enn d the s nte mo ron a the ld ie en tak th e sa of e rom an ne s the di of ore t ain mong the a fa enn d the s nte mo ron a the ld ie en tak th e sa of e rom an ne s the di of ore t ain mong the a fa enn d the s nte mo ron a the ld ie en tak th e sa of e rom an ne s the di of ore t ain mong the a fa enn d the s nte mo ron a the ld ie en tak th e sa of e rom an ne s the di of ore t ain mong the a fa enn d the s nte mo ron a the ld ie en tak th e sa of e rom an ne s the di of ore t ain mong the a fa enn d the s nte mo ron a the ld ie en tak th e sa of e rom an ne s the di of ore t ain mong the a fa enn d the s nte mo ron a the ld ie en tak th e sa of e rom an ne s the di of ore t ain mong the a fa enn d the s nte mo ron a the ld ie en tak th e sa of e rom an ne s the di of ore t ain mong the — [517, 1023, 614, 1590]
ad-heading-large: WM. SPARROW! — [19, 516, 91, 544]
article-heading: THE FAMINE IN MONTENEGRO. — [332, 1354, 390, 1370]
paper-date: WEDNESDAY, OCTOBER 23, 1889. — [218, 106, 299, 117]
filler-text: a fa enn d the s nte mo ron a the ld ie en tak th e sa of e rom an ne s the di of ore t ain mong the a fa enn d the s nte mo ron a the ld ie en tak th e sa of e rom an ne s the di of ore t ain mong the a fa enn d the s nte mo ron a the ld ie en tak th e sa of e rom an ne s the di of ore t ain mong the a fa enn d the s nte mo ron a the ld ie en tak th e sa of e rom an ne s the di of ore t ain mong the — [619, 579, 716, 650]
column-4 — [310, 19, 413, 1775]
betting-row — [619, 544, 716, 550]
betting-row — [619, 562, 716, 567]
article-heading: THE LATE KING OF PORTUGAL. — [327, 1182, 395, 1197]
ad-heading-large: WM. SPARROW, — [19, 272, 89, 300]
filler-text: a fa enn d the s nte mo ron a the ld ie en tak th e sa of e rom an ne s the di of ore t ain mong the a fa enn d the s nte mo ron a the ld ie en tak th e sa of e rom an ne s the di of ore t ain mong the a fa enn d the s nte mo ron a the ld ie en tak th e sa of e rom an ne s the di of ore t ain mong the a fa enn d the s nte mo ron a the ld ie en tak th e sa of e rom an ne s the di of ore t ain mong the a fa enn d the s nte mo ron a the ld ie en tak th e sa of e rom an ne s the di of ore t ain mong the — [6, 128, 103, 217]
filler-text: a fa enn d the s nte mo ron a the ld ie en tak th e sa of e rom an ne s the di of ore t ain mong the a fa enn d the s nte mo ron a the ld ie en tak th e sa of e rom an ne s the di of ore t ain mong the — [312, 1245, 410, 1281]
ad-heading: THE TAILORING DEPARTMENT. — [25, 430, 84, 446]
filler-text: a fa enn d the s nte mo ron a the ld ie en tak th e sa of e rom an ne s the di of ore t ain mong the a fa enn d the s nte mo ron a the ld ie en tak th e sa of e rom an ne s the di of ore t ain mong the a fa enn d the s nte mo ron a the ld ie en tak th e sa of e rom an ne s the di of ore t ain mong the a fa enn d the s nte mo ron a the ld ie en tak th e sa of e rom an ne s the di of ore t ain mong the a fa enn d the s nte mo ron a the ld ie en tak th e sa of e rom an ne s the di of ore t ain mong the — [108, 79, 205, 168]
ad-heading-large: Clothing Factory. — [27, 624, 82, 652]
ad-heading: UNDER DISTRESS WARRANT. — [124, 1382, 189, 1398]
ad-heading: NEW GOODS — [23, 558, 86, 568]
article-heading: THE NEW ZEALAND LOAN. — [314, 1007, 409, 1014]
ad-text: MILES & CO. ARE PREPARED TO MAKE LIBERAL — [6, 105, 103, 117]
ad-sub: A. M. PEARSON, Bailiff. — [121, 1595, 192, 1601]
betting-odds: 4 — [628, 543, 632, 550]
ad-heading: SPECIAL BANK HOLIDAY. — [111, 1617, 202, 1625]
article-heading: THE SAMOAN QUESTION. — [315, 1117, 407, 1125]
filler-text: a fa enn d the s nte mo ron a the ld ie en tak th e sa of e rom an ne s the di of ore t ain mong the a fa enn d the s nte mo ron a the ld ie en tak th e sa of e rom an ne s the di of ore t ain mong the a fa enn d the s nte mo ron a the ld ie en tak th e sa of e rom an ne s the di of ore t ain mong the a fa enn d the s nte mo ron a the ld ie en tak th e sa of e rom an ne s the di of ore t ain mong the a fa enn d the s nte mo ron a the ld ie en tak th e sa of e rom an ne s the di of ore t ain mong the a fa enn d the s nte mo ron a the ld ie en tak th e sa of e rom an ne s the di of ore t ain mong the a fa enn d the s nte mo ron a the ld ie en tak th e sa of e rom an ne s the di of ore t ain mong the a fa enn d the s nte mo ron a the ld ie en tak th e sa of e rom an ne s the di of ore t ain mong the a fa enn d the s nte mo ron a the ld ie en tak th e sa of e rom an ne s the di of ore t ain mong the a fa enn d the s nte mo ron a the ld ie en tak th e sa of e rom an ne s the di of ore t ain mong the a fa enn d the s nte mo ron a the ld ie en tak th e sa of e rom an ne s the di of ore t ain mong the a fa enn d the s nte mo ron a the ld ie en tak th e sa of e rom an ne s the di of ore t ain mong the a fa enn d the s nte mo ron a the ld ie en tak th e sa of e rom an ne s the di of ore t ain mong the a fa enn d the s nte mo ron a the ld ie en tak th e sa of e rom an ne s the di of ore t ain mong the a fa enn d the s nte mo ron a the ld ie en tak th e sa of e rom an ne s the di of ore t ain mong the a fa enn d the s nte mo ron a the ld ie en tak th e sa of e rom an ne s the di of ore t ain mong the a fa enn d the s nte mo ron a the ld ie en tak th e sa of e rom an ne s the di of ore t ain mong the a fa enn d the s nte mo ron a the ld ie en tak th e sa of e rom an ne s the di of ore t ain mong the a fa enn d the s nte mo ron a the ld ie en tak th e sa of e rom an ne s the di of ore t ain mong the a fa enn d the s nte mo ron a the ld ie en tak th e sa of e rom an ne s the di of ore t ain mong the a fa enn d the s nte mo ron a the ld ie en tak th e sa of e rom an ne s the di of ore t ain mong the a fa enn d the s nte mo ron a the ld ie en tak th e sa of e rom an ne s the di of ore t ain mong the a fa enn d the s nte mo ron a the ld ie en tak th e sa of e rom an ne s the di of ore t ain mong the a fa enn d the s nte mo ron a the ld ie en tak th e sa of e rom an ne s the di of ore t ain mong the a fa enn d the s nte mo ron a the ld ie en tak th e sa of e rom an ne s the di of ore t ain mong the a fa enn d the s nte mo ron a the ld ie en tak th e sa of e rom an ne s the di of ore t ain mong the a fa enn d the s nte mo ron a the ld ie en tak th e sa of e rom an ne s the di of ore t ain mong the a fa enn d the s nte mo ron a the ld ie en tak th e sa of e rom an ne s the di of ore t ain mong the a fa enn d the s nte mo ron a the ld ie en tak th e sa of e rom an ne s the di of ore t ain mong the a fa enn d the s nte mo ron a the ld ie en tak th e sa of e rom an ne s the di of ore t ain mong the a fa enn d the s nte mo ron a the ld ie en tak th e sa of e rom an ne s the di of ore t ain mong the a fa enn d the s nte mo ron a the ld ie en tak th e sa of e rom an ne s the di of ore t ain mong the a fa enn d the s nte mo ron a the ld ie en tak th e sa of e rom an ne s the di of ore t ain mong the a fa enn d the s nte mo ron a the ld ie en tak th e sa of e rom an ne s the di of ore t ain mong the a fa enn d the s nte mo ron a the ld ie en tak th e sa of e rom an ne s the di of ore t ain mong the a fa enn d the s nte mo ron a the ld ie en tak th e sa of e rom an ne s the di of ore t ain mong the a fa enn d the s nte mo ron a the ld ie en tak th e sa of e rom an ne s the di of ore t ain mong the a fa enn d the s nte mo ron a the ld ie en tak th e sa of e rom an ne s the di of ore t ain mong the a fa enn d the s nte mo ron a the ld ie en tak th e sa of e rom an ne s the di of ore t ain mong the a fa enn d the s nte mo ron a the ld ie en tak th e sa of e rom an ne s the di of ore t ain mong the a fa enn d the s nte mo ron a the ld ie en tak th e sa of e rom an ne s the di of ore t ain mong the a fa enn d the s nte mo ron a the ld ie en tak th e sa of e rom an ne s the di of ore t ain mong the a fa enn d the s nte mo ron a the ld ie en tak th e sa of e rom an ne s the di of ore t ain mong the a fa enn d the s nte mo ron a the ld ie en tak th e sa of e rom an ne s the di of ore t ain mong the a fa enn d the s nte mo ron a the ld ie en tak th e sa of e rom an ne s the di of ore t ain mong the a fa enn d the s nte mo ron a the ld ie en tak th e sa of e rom an ne s the di of ore t ain mong the a fa enn d the s nte mo ron a the ld ie en tak th e sa of e rom an ne s the di of ore t ain mong the a fa enn d the s nte mo ron a the ld ie en tak th e sa of e rom an ne s the di of ore t ain mong the a fa enn d the s nte mo ron a the ld ie en tak th e sa of e rom an ne s the di of ore t ain mong the a fa enn d the s nte mo ron a the ld ie en tak th e sa of e rom an ne s the di of ore t ain mong the a fa enn d the s nte mo ron a the ld ie en tak th e sa of e rom an ne s the di of ore t ain mong the a fa enn d the s nte mo ron a the ld ie en tak th e sa of e rom an ne s the di of ore t ain mong the a fa enn d the s nte mo ron a the ld ie en tak th e sa of e rom an ne s the di of ore t ain mong the a fa enn d the s nte mo ron a the ld ie en tak th e sa of e rom an ne s the di of ore t ain mong the a fa enn d the s nte mo ron a the ld ie en tak th e sa of e rom an ne s the di of ore t ain mong the a fa enn d the s nte mo ron a the ld ie en tak th e sa of e rom an ne s the di of ore t ain mong the a fa enn d the s nte mo ron a the ld ie en tak th e sa of e rom an ne s the di of ore t ain mong the a fa enn d the s nte mo ron a the ld ie en tak th e sa of e rom an ne s the di of ore t ain mong the a fa enn d the s nte mo ron a the ld ie en tak th e sa of e rom an ne s the di of ore t ain mong the a fa enn d the s nte mo ron a the ld ie en tak th e sa of e rom an ne s the di of ore t ain mong the a fa enn d the s nte mo ron a the ld ie en tak th e sa of e rom an ne s the di of ore t ain mong the a fa enn d the s nte mo ron a the ld ie en tak th e sa of e rom an ne s the di of ore t ain mong the a fa enn d the s nte mo ron a the ld ie en tak th e sa of e rom an ne s the di of ore t ain mong the a fa enn d the s nte mo ron a the ld ie en tak th e sa of e rom an ne s the di of ore t ain mong the a fa enn d the s nte mo ron a the ld ie en tak th e sa of e rom an ne s the di of ore t ain mong the — [211, 137, 307, 1287]
ad-sub: JOSEPH PANNELL, Chief Officer, New Zealand. — [121, 1742, 193, 1754]
section-head: Public Notices — [29, 21, 80, 29]
ad-text: TENDERS are invited for re-forming and metalling parts of road. — [108, 1356, 205, 1369]
article-heading: CHOLERA. — [649, 951, 686, 959]
filler-text: a fa enn d the s nte mo ron a the ld ie en tak th e sa of e rom an ne s the di of ore t ain mong the a fa enn d the s nte mo ron a the ld ie en tak th e sa of e rom an ne s the di of ore t ain mong the — [312, 769, 410, 805]
filler-text: a fa enn d the s nte mo ron a the ld ie en tak th e sa of e rom an ne s the di of ore t ain mong the a fa enn d the s nte mo ron a the ld ie en tak th e sa of e rom an ne s the di of ore t ain mong the a fa enn d the s nte mo ron a the ld ie en tak th e sa of e rom an ne s the di of ore t ain mong the — [312, 1127, 410, 1180]
filler-text: a fa enn d the s nte mo ron a the ld ie en tak th e sa of e rom an ne s the di of ore t ain mong the a fa enn d the s nte mo ron a the ld ie en tak th e sa of e rom an ne s the di of ore t ain mong the a fa enn d the s nte mo ron a the ld ie en tak th e sa of e rom an ne s the di of ore t ain mong the — [312, 1062, 410, 1116]
article-heading: THE ALTAR OF HEAVEN. — [517, 1591, 614, 1612]
article-heading: BRIDGING THE CHANNEL. — [313, 1455, 409, 1462]
filler-text: a fa enn d the s nte mo ron a the ld ie en tak th e sa of e rom an ne s the di of ore t ain mong the a fa enn d the s nte mo ron a the ld ie en tak th e sa of e rom an ne s the di of ore t ain mong the a fa enn d the s nte mo ron a the ld ie en tak th e sa of e rom an ne s the di of ore t ain mong the a fa enn d the s nte mo ron a the ld ie en tak th e sa of e rom an ne s the di of ore t ain mong the a fa enn d the s nte mo ron a the ld ie en tak th e sa of e rom an ne s the di of ore t ain mong the a fa enn d the s nte mo ron a the ld ie en tak th e sa of e rom an ne s the di of ore t ain mong the a fa enn d the s nte mo ron a the ld ie en tak th e sa of e rom an ne s the di of ore t ain mong the — [619, 418, 716, 542]
article-heading: ROYAL MARRIAGE. — [327, 1583, 395, 1590]
ad-text: MASONIC Requisites, Aprons, Emblems, &c. Lawn Tennis and Cricketing Materials. — [108, 170, 205, 188]
article-heading: LOCAL AND GENERAL — [211, 1289, 307, 1300]
column-1 — [4, 19, 106, 1088]
ad-sub: The Best Selection of HARD FELT HATS in town. — [14, 948, 96, 959]
article-heading-large: TELEGRAPHIC NEWS. — [316, 720, 406, 748]
filler-text: a fa enn d the s nte mo ron a the ld ie en tak th e sa of e rom an ne s the di of ore t ain mong the a fa enn d the s nte mo ron a the ld ie en tak th e sa of e rom an ne s the di of ore t ain mong the a fa enn d the s nte mo ron a the ld ie en tak th e sa of e rom an ne s the di of ore t ain mong the a fa enn d the s nte mo ron a the ld ie en tak th e sa of e rom an ne s the di of ore t ain mong the — [312, 1592, 410, 1664]
article-heading: AUSTRALIAN. — [327, 1665, 395, 1675]
filler-text: a fa enn d the s nte mo ron a the ld ie en tak th e sa of e rom an ne s the di of ore t ain mong the a fa enn d the s nte mo ron a the ld ie en tak th e sa of e rom an ne s the di of ore t ain mong the a fa enn d the s nte mo ron a the ld ie en tak th e sa of e rom an ne s the di of ore t ain mong the — [312, 888, 410, 942]
betting-horse: Malua — [633, 549, 649, 556]
filler-text: a fa enn d the s nte mo ron a the ld ie en tak th e sa of e rom an ne s the di of ore t ain mong the a fa enn d the s nte mo ron a the ld ie en tak th e sa of e rom an ne s the di of ore t ain mong the a fa enn d the s nte mo ron a the ld ie en tak th e sa of e rom an ne s the di of ore t ain mong the — [619, 1023, 716, 1077]
article-heading: COLLISION. — [646, 1014, 689, 1022]
ad-sub: E. MORRAH, Inspector. — [122, 1763, 191, 1769]
ad-heading: THE ARCADE! — [20, 1078, 89, 1088]
filler-text: a fa enn d the s nte mo ron a the ld ie en tak th e sa of e rom an ne s the di of ore t ain mong the a fa enn d the s nte mo ron a the ld ie en tak th e sa of e rom an ne s the di of ore t ain mong the a fa enn d the s nte mo ron a the ld ie en tak th e sa of e rom an ne s the di of ore t ain mong the — [312, 952, 410, 1005]
ad-text: WANTED Known—Steam Bakery. Best Bread in town. — [108, 435, 205, 447]
article-heading: MR GLADSTONE'S PLANS. — [314, 943, 408, 951]
ad-sub: GENTS' TROUSERS to Measure, from — [8, 677, 102, 689]
article-heading: LATEST CABLE NEWS. — [631, 652, 704, 673]
filler-text: a fa enn d the s nte mo ron a the ld ie en tak th e sa of e rom an ne s the di of ore t ain mong the a fa enn d the s nte mo ron a the ld ie en tak th e sa of e rom an ne s the di of ore t ain mong the a fa enn d the s nte mo ron a the ld ie en tak th e sa of e rom an ne s the di of ore t ain mong the a fa enn d the s nte mo ron a the ld ie en tak th e sa of e rom an ne s the di of ore t ain mong the a fa enn d the s nte mo ron a the ld ie en tak th e sa of e rom an ne s the di of ore t ain mong the a fa enn d the s nte mo ron a the ld ie en tak th e sa of e rom an ne s the di of ore t ain mong the a fa enn d the s nte mo ron a the ld ie en tak th e sa of e rom an ne s the di of ore t ain mong the a fa enn d the s nte mo ron a the ld ie en tak th e sa of e rom an ne s the di of ore t ain mong the a fa enn d the s nte mo ron a the ld ie en tak th e sa of e rom an ne s the di of ore t ain mong the a fa enn d the s nte mo ron a the ld ie en tak th e sa of e rom an ne s the di of ore t ain mong the a fa enn d the s nte mo ron a the ld ie en tak th e sa of e rom an ne s the di of ore t ain mong the a fa enn d the s nte mo ron a the ld ie en tak th e sa of e rom an ne s the di of ore t ain mong the a fa enn d the s nte mo ron a the ld ie en tak th e sa of e rom an ne s the di of ore t ain mong the a fa enn d the s nte mo ron a the ld ie en tak th e sa of e rom an ne s the di of ore t ain mong the a fa enn d the s nte mo ron a the ld ie en tak th e sa of e rom an ne s the di of ore t ain mong the a fa enn d the s nte mo ron a the ld ie en tak th e sa of e rom an ne s the di of ore t ain mong the a fa enn d the s nte mo ron a the ld ie en tak th e sa of e rom an ne s the di of ore t ain mong the a fa enn d the s nte mo ron a the ld ie en tak th e sa of e rom an ne s the di of ore t ain mong the a fa enn d the s nte mo ron a the ld ie en tak th e sa of e rom an ne s the di of ore t ain mong the a fa enn d the s nte mo ron a the ld ie en tak th e sa of e rom an ne s the di of ore t ain mong the a fa enn d the s nte mo ron a the ld ie en tak th e sa of e rom an ne s the di of ore t ain mong the a fa enn d the s nte mo ron a the ld ie en tak th e sa of e rom an ne s the di of ore t ain mong the a fa enn d the s nte mo ron a the ld ie en tak th e sa of e rom an ne s the di of ore t ain mong the — [619, 1361, 716, 1768]
ad-heading: GEORGE JAMESON, — [20, 241, 89, 249]
article-heading: NEW SOUTH WALES — [325, 1677, 397, 1685]
ad-heading: NEW SEASON'S TWEEDS AND COATINGS. — [10, 376, 99, 392]
ad-heading: VIOLIN TUITION. — [24, 31, 86, 38]
ad-heading: NEW PRINTS — [31, 815, 78, 823]
ad-sub: GENTS' MEASURE SUITS from — [10, 654, 100, 660]
column-3 — [208, 19, 310, 2576]
ad-sub: Woolpacks, Twine and All Necessaries at Lowest Rates. — [12, 228, 98, 239]
ad-sub: AT — [51, 1040, 58, 1045]
filler-text: a fa enn d the s nte mo ron a the ld ie en tak th e sa of e rom an ne s the di of ore t ain mong the a fa enn d the s nte mo ron a the ld ie en tak th e sa of e rom an ne s the di of ore t ain mong the a fa enn d the s nte mo ron a the ld ie en tak th e sa of e rom an ne s the di of ore t ain mong the a fa enn d the s nte mo ron a the ld ie en tak th e sa of e rom an ne s the di of ore t ain mong the a fa enn d the s nte mo ron a the ld ie en tak th e sa of e rom an ne s the di of ore t ain mong the — [619, 1088, 716, 1177]
column-6 — [515, 19, 617, 2250]
filler-text: a fa enn d the s nte mo ron a the ld ie en tak th e sa of e rom an ne s the di of ore t ain mong the a fa enn d the s nte mo ron a the ld ie en tak th e sa of e rom an ne s the di of ore t ain mong the a fa enn d the s nte mo ron a the ld ie en tak th e sa of e rom an ne s the di of ore t ain mong the — [312, 1528, 410, 1581]
price: £2 16s 0d — [22, 662, 87, 676]
betting-odds: 1 — [628, 561, 632, 567]
ad-sub: FOR — [48, 582, 61, 588]
ad-text: WANTED Known—My special make of Ladies' Boots, 10s 6d; Gents' 12s 6d. — [108, 60, 205, 78]
article-heading: THE LEGISLATIVE COUNCIL. — [226, 120, 292, 136]
article-sub: (BY ELECTRIC TELEGRAPH—COPYRIGHT.) — [625, 674, 710, 686]
ad-heading: AGRICULTURAL SHOW. — [115, 1607, 198, 1615]
ad-heading-large: W. W. SPENCER'S — [18, 785, 91, 813]
betting-row — [619, 573, 716, 579]
betting-horse: Dunlop — [633, 573, 651, 580]
ad-heading: SPRING AND SUMMER WEAR — [14, 590, 95, 605]
filler-text: a fa enn d the s nte mo ron a the ld ie en tak th e sa of e rom an ne s the di of ore t ain mong the a fa enn d the s nte mo ron a the ld ie en tak th e sa of e rom an ne s the di of ore t ain mong the a fa enn d the s nte mo ron a the ld ie en tak th e sa of e rom an ne s the di of ore t ain mong the — [6, 447, 103, 501]
betting-odds: 2 — [628, 555, 632, 562]
ad-heading: NEW ZEALAND — [28, 710, 82, 718]
betting-table — [619, 544, 716, 580]
betting-row — [619, 550, 716, 556]
article-heading: EXTRAORDINARY CYCLONE IN SHROPSHIRE. — [415, 21, 511, 51]
page-number: 2 — [4, 6, 8, 14]
article-heading: MUNITIONS OF WAR. — [629, 869, 706, 876]
ad-sub: Agents for Wertheim Celebrated Sewing Machines. — [7, 757, 102, 769]
betting-horse: Abercorn — [633, 561, 656, 567]
filler-text: a fa enn d the s nte mo ron a the ld ie en tak th e sa of e rom an ne s the di of ore t ain mong the a fa enn d the s nte mo ron a the ld ie en tak th e sa of e rom an ne s the di of ore t ain mong the a fa enn d the s nte mo ron a the ld ie en tak th e sa of e rom an ne s the di of ore t ain mong the a fa enn d the s nte mo ron a the ld ie en tak th e sa of e rom an ne s the di of ore t ain mong the a fa enn d the s nte mo ron a the ld ie en tak th e sa of e rom an ne s the di of ore t ain mong the a fa enn d the s nte mo ron a the ld ie en tak th e sa of e rom an ne s the di of ore t ain mong the a fa enn d the s nte mo ron a the ld ie en tak th e sa of e rom an ne s the di of ore t ain mong the a fa enn d the s nte mo ron a the ld ie en tak th e sa of e rom an ne s the di of ore t ain mong the a fa enn d the s nte mo ron a the ld ie en tak th e sa of e rom an ne s the di of ore t ain mong the a fa enn d the s nte mo ron a the ld ie en tak th e sa of e rom an ne s the di of ore t ain mong the a fa enn d the s nte mo ron a the ld ie en tak th e sa of e rom an ne s the di of ore t ain mong the a fa enn d the s nte mo ron a the ld ie en tak th e sa of e rom an ne s the di of ore t ain mong the a fa enn d the s nte mo ron a the ld ie en tak th e sa of e rom an ne s the di of ore t ain mong the a fa enn d the s nte mo ron a the ld ie en tak th e sa of e rom an ne s the di of ore t ain mong the — [517, 19, 614, 267]
ad-text: STRAYED into my place Bay Hack Gelding, white on hind legs. Owner can have same by paying expenses. — [108, 1310, 205, 1328]
price: 16s 9d — [39, 691, 71, 701]
article-heading: MELBOURNE NOTES. — [629, 409, 706, 416]
ad-text: WANTED Good Sheep Feed. — [112, 1282, 183, 1288]
ad-sub: Inspection Earnestly Invited. — [12, 702, 98, 708]
section-head: Wanted — [143, 21, 170, 29]
ad-sub: Agent, Ashburton. — [28, 250, 82, 256]
ad-heading: TINWALD TOWN BOARD. — [112, 1347, 202, 1355]
filler-text: a fa enn d the s nte mo ron a the ld ie en tak th e sa of e rom an ne s the di of ore t ain mong the a fa enn d the s nte mo ron a the ld ie en tak th e sa of e rom an ne s the di of ore t ain mong the a fa enn d the s nte mo ron a the ld ie en tak th e sa of e rom an ne s the di of ore t ain mong the a fa enn d the s nte mo ron a the ld ie en tak th e sa of e rom an ne s the di of ore t ain mong the a fa enn d the s nte mo ron a the ld ie en tak th e sa of e rom an ne s the di of ore t ain mong the a fa enn d the s nte mo ron a the ld ie en tak th e sa of e rom an ne s the di of ore t ain mong the a fa enn d the s nte mo ron a the ld ie en tak th e sa of e rom an ne s the di of ore t ain mong the a fa enn d the s nte mo ron a the ld ie en tak th e sa of e rom an ne s the di of ore t ain mong the a fa enn d the s nte mo ron a the ld ie en tak th e sa of e rom an ne s the di of ore t ain mong the a fa enn d the s nte mo ron a the ld ie en tak th e sa of e rom an ne s the di of ore t ain mong the a fa enn d the s nte mo ron a the ld ie en tak th e sa of e rom an ne s the di of ore t ain mong the a fa enn d the s nte mo ron a the ld ie en tak th e sa of e rom an ne s the di of ore t ain mong the a fa enn d the s nte mo ron a the ld ie en tak th e sa of e rom an ne s the di of ore t ain mong the a fa enn d the s nte mo ron a the ld ie en tak th e sa of e rom an ne s the di of ore t ain mong the a fa enn d the s nte mo ron a the ld ie en tak th e sa of e rom an ne s the di of ore t ain mong the a fa enn d the s nte mo ron a the ld ie en tak th e sa of e rom an ne s the di of ore t ain mong the a fa enn d the s nte mo ron a the ld ie en tak th e sa of e rom an ne s the di of ore t ain mong the a fa enn d the s nte mo ron a the ld ie en tak th e sa of e rom an ne s the di of ore t ain mong the a fa enn d the s nte mo ron a the ld ie en tak th e sa of e rom an ne s the di of ore t ain mong the a fa enn d the s nte mo ron a the ld ie en tak th e sa of e rom an ne s the di of ore t ain mong the a fa enn d the s nte mo ron a the ld ie en tak th e sa of e rom an ne s the di of ore t ain mong the a fa enn d the s nte mo ron a the ld ie en tak th e sa of e rom an ne s the di of ore t ain mong the a fa enn d the s nte mo ron a the ld ie en tak th e sa of e rom an ne s the di of ore t ain mong the a fa enn d the s nte mo ron a the ld ie en tak th e sa of e rom an ne s the di of ore t ain mong the a fa enn d the s nte mo ron a the ld ie en tak th e sa of e rom an ne s the di of ore t ain mong the a fa enn d the s nte mo ron a the ld ie en tak th e sa of e rom an ne s the di of ore t ain mong the a fa enn d the s nte mo ron a the ld ie en tak th e sa of e rom an ne s the di of ore t ain mong the a fa enn d the s nte mo ron a the ld ie en tak th e sa of e rom an ne s the di of ore t ain mong the a fa enn d the s nte mo ron a the ld ie en tak th e sa of e rom an ne s the di of ore t ain mong the a fa enn d the s nte mo ron a the ld ie en tak th e sa of e rom an ne s the di of ore t ain mong the a fa enn d the s nte mo ron a the ld ie en tak th e sa of e rom an ne s the di of ore t ain mong the a fa enn d the s nte mo ron a the ld ie en tak th e sa of e rom an ne s the di of ore t ain mong the a fa enn d the s nte mo ron a the ld ie en tak th e sa of e rom an ne s the di of ore t ain mong the a fa enn d the s nte mo ron a the ld ie en tak th e sa of e rom an ne s the di of ore t ain mong the a fa enn d the s nte mo ron a the ld ie en tak th e sa of e rom an ne s the di of ore t ain mong the a fa enn d the s nte mo ron a the ld ie en tak th e sa of e rom an ne s the di of ore t ain mong the — [517, 1613, 614, 2250]
article-heading: PRESIDENT CARNOT. — [323, 1426, 399, 1434]
filler-text: a fa enn d the s nte mo ron a the ld ie en tak th e sa of e rom an ne s the di of ore t ain mong the a fa enn d the s nte mo ron a the ld ie en tak th e sa of e rom an ne s the di of ore t ain mong the a fa enn d the s nte mo ron a the ld ie en tak th e sa of e rom an ne s the di of ore t ain mong the a fa enn d the s nte mo ron a the ld ie en tak th e sa of e rom an ne s the di of ore t ain mong the a fa enn d the s nte mo ron a the ld ie en tak th e sa of e rom an ne s the di of ore t ain mong the a fa enn d the s nte mo ron a the ld ie en tak th e sa of e rom an ne s the di of ore t ain mong the a fa enn d the s nte mo ron a the ld ie en tak th e sa of e rom an ne s the di of ore t ain mong the a fa enn d the s nte mo ron a the ld ie en tak th e sa of e rom an ne s the di of ore t ain mong the a fa enn d the s nte mo ron a the ld ie en tak th e sa of e rom an ne s the di of ore t ain mong the a fa enn d the s nte mo ron a the ld ie en tak th e sa of e rom an ne s the di of ore t ain mong the a fa enn d the s nte mo ron a the ld ie en tak th e sa of e rom an ne s the di of ore t ain mong the a fa enn d the s nte mo ron a the ld ie en tak th e sa of e rom an ne s the di of ore t ain mong the a fa enn d the s nte mo ron a the ld ie en tak th e sa of e rom an ne s the di of ore t ain mong the a fa enn d the s nte mo ron a the ld ie en tak th e sa of e rom an ne s the di of ore t ain mong the a fa enn d the s nte mo ron a the ld ie en tak th e sa of e rom an ne s the di of ore t ain mong the a fa enn d the s nte mo ron a the ld ie en tak th e sa of e rom an ne s the di of ore t ain mong the a fa enn d the s nte mo ron a the ld ie en tak th e sa of e rom an ne s the di of ore t ain mong the a fa enn d the s nte mo ron a the ld ie en tak th e sa of e rom an ne s the di of ore t ain mong the a fa enn d the s nte mo ron a the ld ie en tak th e sa of e rom an ne s the di of ore t ain mong the a fa enn d the s nte mo ron a the ld ie en tak th e sa of e rom an ne s the di of ore t ain mong the a fa enn d the s nte mo ron a the ld ie en tak th e sa of e rom an ne s the di of ore t ain mong the a fa enn d the s nte mo ron a the ld ie en tak th e sa of e rom an ne s the di of ore t ain mong the a fa enn d the s nte mo ron a the ld ie en tak th e sa of e rom an ne s the di of ore t ain mong the a fa enn d the s nte mo ron a the ld ie en tak th e sa of e rom an ne s the di of ore t ain mong the a fa enn d the s nte mo ron a the ld ie en tak th e sa of e rom an ne s the di of ore t ain mong the a fa enn d the s nte mo ron a the ld ie en tak th e sa of e rom an ne s the di of ore t ain mong the a fa enn d the s nte mo ron a the ld ie en tak th e sa of e rom an ne s the di of ore t ain mong the a fa enn d the s nte mo ron a the ld ie en tak th e sa of e rom an ne s the di of ore t ain mong the a fa enn d the s nte mo ron a the ld ie en tak th e sa of e rom an ne s the di of ore t ain mong the a fa enn d the s nte mo ron a the ld ie en tak th e sa of e rom an ne s the di of ore t ain mong the a fa enn d the s nte mo ron a the ld ie en tak th e sa of e rom an ne s the di of ore t ain mong the a fa enn d the s nte mo ron a the ld ie en tak th e sa of e rom an ne s the di of ore t ain mong the a fa enn d the s nte mo ron a the ld ie en tak th e sa of e rom an ne s the di of ore t ain mong the a fa enn d the s nte mo ron a the ld ie en tak th e sa of e rom an ne s the di of ore t ain mong the a fa enn d the s nte mo ron a the ld ie en tak th e sa of e rom an ne s the di of ore t ain mong the a fa enn d the s nte mo ron a the ld ie en tak th e sa of e rom an ne s the di of ore t ain mong the a fa enn d the s nte mo ron a the ld ie en tak th e sa of e rom an ne s the di of ore t ain mong the a fa enn d the s nte mo ron a the ld ie en tak th e sa of e rom an ne s the di of ore t ain mong the a fa enn d the s nte mo ron a the ld ie en tak th e sa of e rom an ne s the di of ore t ain mong the a fa enn d the s nte mo ron a the ld ie en tak th e sa of e rom an ne s the di of ore t ain mong the — [415, 713, 511, 1422]
article-heading: THE LATEST IN LOCOMOTIVES — [517, 1001, 614, 1021]
